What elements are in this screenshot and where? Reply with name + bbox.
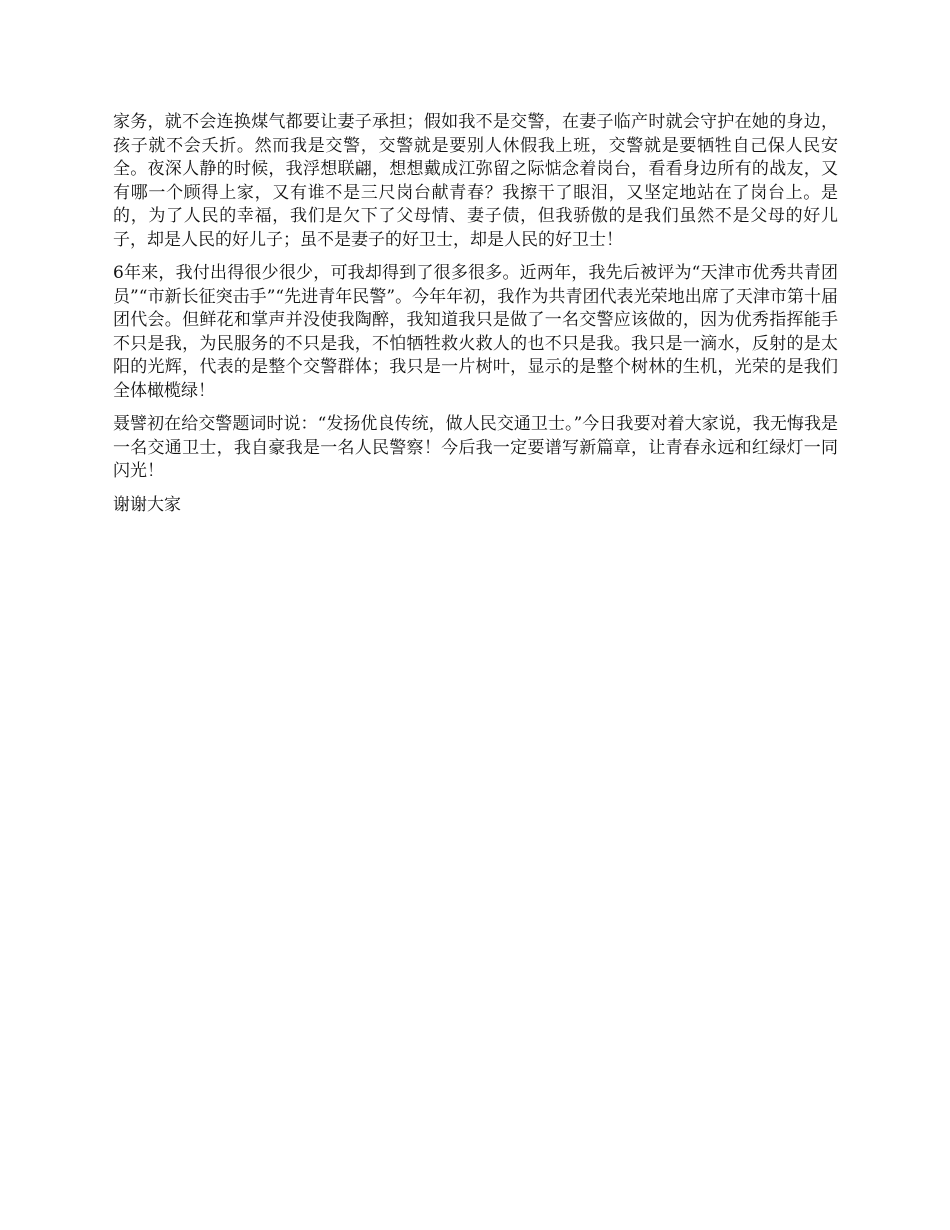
closing-line: 谢谢大家 xyxy=(113,494,181,515)
paragraph: 聂譬初在给交警题词时说：“发扬优良传统，做人民交通卫士。”今日我要对着大家说，我无悔我是一名交通卫士，我自豪我是一名人民警察！今后我一定要谱写新篇章，让青春永远和红绿灯一同闪光！ xyxy=(113,414,838,481)
paragraph: 家务，就不会连换煤气都要让妻子承担；假如我不是交警，在妻子临产时就会守护在她的身边，孩子就不会夭折。然而我是交警，交警就是要别人休假我上班，交警就是要牺牲自己保人民安全。夜深人静的时候，我浮想联翩，想想戴成江弥留之际惦念着岗台，看看身边所有的战友，又有哪一个顾得上家，又有谁不是三尺岗台献青春？我擦干了眼泪，又坚定地站在了岗台上。是的，为了人民的幸福，我们是欠下了父母情、妻子债，但我骄傲的是我们虽然不是父母的好儿子，却是人民的好儿子；虽不是妻子的好卫士，却是人民的好卫士！ xyxy=(113,112,838,250)
paragraph: 6年来，我付出得很少很少，可我却得到了很多很多。近两年，我先后被评为“天津市优秀共青团员”“市新长征突击手”“先进青年民警”。今年年初，我作为共青团代表光荣地出席了天津市第十届团代会。但鲜花和掌声并没使我陶醉，我知道我只是做了一名交警应该做的，因为优秀指挥能手不只是我，为民服务的不只是我，不怕牺牲救火救人的也不只是我。我只是一滴水，反射的是太阳的光辉，代表的是整个交警群体；我只是一片树叶，显示的是整个树林的生机，光荣的是我们全体橄榄绿！ xyxy=(113,263,838,401)
document-body xyxy=(113,111,838,527)
